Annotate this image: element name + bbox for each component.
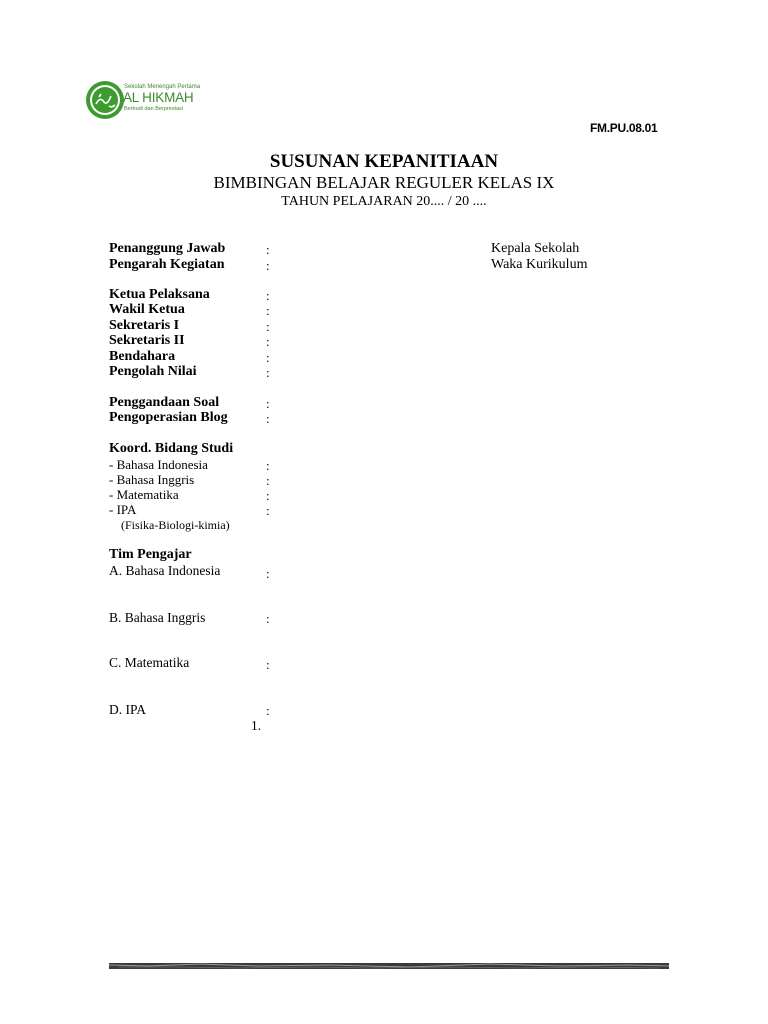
tim-item: D. IPA: [109, 702, 147, 717]
school-emblem-icon: [85, 78, 125, 122]
colon: :: [266, 303, 270, 318]
colon: :: [266, 258, 270, 273]
koord-item: - Bahasa Indonesia: [109, 457, 208, 472]
colon: :: [266, 411, 270, 426]
logo-tagline: Berbudi dan Berprestasi: [124, 106, 184, 112]
label-penggandaan-soal: Penggandaan Soal: [109, 395, 220, 410]
colon: :: [266, 350, 270, 365]
document-title: SUSUNAN KEPANITIAAN: [269, 151, 499, 172]
tim-heading: Tim Pengajar: [109, 547, 192, 562]
ipa-first-number: 1.: [251, 718, 262, 733]
koord-item: - Matematika: [109, 487, 179, 502]
label-ketua-pelaksana: Ketua Pelaksana: [109, 287, 210, 302]
label-pengoperasian-blog: Pengoperasian Blog: [109, 410, 228, 425]
colon: :: [266, 288, 270, 303]
academic-year-line: TAHUN PELAJARAN 20.... / 20 ....: [281, 194, 487, 209]
colon: :: [266, 611, 270, 626]
form-code: FM.PU.08.01: [590, 121, 658, 135]
colon: :: [266, 365, 270, 380]
ipa-subjects-note: (Fisika-Biologi-kimia): [121, 518, 230, 532]
colon: :: [266, 657, 270, 672]
colon: :: [266, 503, 270, 518]
footer-divider: [109, 962, 669, 970]
logo-school-type: Sekolah Menengah Pertama: [124, 84, 201, 90]
label-penanggung-jawab: Penanggung Jawab: [109, 241, 226, 256]
koord-heading: Koord. Bidang Studi: [109, 441, 234, 456]
colon: :: [266, 488, 270, 503]
colon: :: [266, 396, 270, 411]
logo-school-name: AL HIKMAH: [123, 90, 194, 105]
tim-item: C. Matematika: [109, 655, 190, 670]
label-wakil-ketua: Wakil Ketua: [109, 302, 185, 317]
label-pengarah-kegiatan: Pengarah Kegiatan: [109, 257, 225, 272]
tim-item: A. Bahasa Indonesia: [109, 563, 221, 578]
label-sekretaris-2: Sekretaris II: [109, 333, 185, 348]
colon: :: [266, 242, 270, 257]
colon: :: [266, 566, 270, 581]
label-sekretaris-1: Sekretaris I: [109, 318, 180, 333]
colon: :: [266, 473, 270, 488]
tim-item: B. Bahasa Inggris: [109, 610, 206, 625]
school-logo: [82, 72, 216, 130]
value-penanggung-jawab: Kepala Sekolah: [491, 241, 580, 256]
colon: :: [266, 319, 270, 334]
colon: :: [266, 703, 270, 718]
colon: :: [266, 458, 270, 473]
label-pengolah-nilai: Pengolah Nilai: [109, 364, 197, 379]
document-subtitle: BIMBINGAN BELAJAR REGULER KELAS IX: [213, 173, 555, 192]
koord-item: - IPA: [109, 502, 137, 517]
koord-item: - Bahasa Inggris: [109, 472, 195, 487]
label-bendahara: Bendahara: [109, 349, 176, 364]
colon: :: [266, 334, 270, 349]
value-pengarah-kegiatan: Waka Kurikulum: [491, 257, 588, 272]
